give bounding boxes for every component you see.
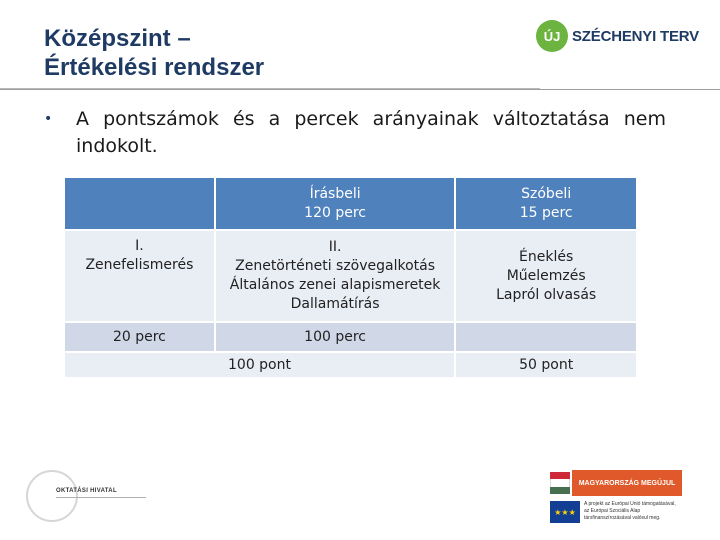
- cell-part-two-time: 100 perc: [215, 322, 456, 352]
- header-empty-cell: [65, 178, 215, 230]
- cell-oral-points: 50 pont: [455, 352, 637, 378]
- eu-funding-notice: [548, 499, 682, 527]
- cell-oral-time: [455, 322, 637, 352]
- oktatasi-hivatal-logo: [26, 470, 126, 526]
- bullet-dot-icon: •: [44, 111, 53, 127]
- table-row: [65, 352, 637, 378]
- logo-text: SZÉCHENYI TERV: [572, 28, 699, 45]
- table-row: [65, 230, 637, 322]
- hungarian-flag-icon: [550, 472, 570, 494]
- cell-part-two: [215, 230, 456, 322]
- badge-label: MAGYARORSZÁG MEGÚJUL: [572, 470, 682, 496]
- cell-part-one: [65, 230, 215, 322]
- bullet-text: A pontszámok és a percek arányainak változtatása nem indokolt.: [76, 108, 666, 157]
- cell-oral-tasks: [455, 230, 637, 322]
- eu-flag-icon: ★★★: [550, 501, 580, 523]
- okt-logo-rule: [56, 497, 146, 498]
- oral-task2: Műelemzés: [506, 267, 586, 284]
- header-divider: [0, 89, 720, 90]
- szechenyi-terv-logo: [536, 20, 699, 56]
- header-szobeli-time: 15 perc: [519, 204, 573, 221]
- slide-title-line1: Középszint –: [44, 25, 191, 52]
- slide-title: [44, 24, 264, 82]
- header-irasbeli-time: 120 perc: [304, 204, 366, 221]
- cell-part-one-time: 20 perc: [65, 322, 215, 352]
- header-irasbeli-label: Írásbeli: [309, 185, 361, 202]
- oral-task3: Lapról olvasás: [496, 286, 597, 303]
- uj-logo-mark: ÚJ: [536, 20, 568, 52]
- part-one-number: I.: [135, 238, 144, 254]
- okt-logo-text: OKTATÁSI HIVATAL: [56, 488, 117, 494]
- header-szobeli: [455, 178, 637, 230]
- part-one-label: Zenefelismerés: [85, 257, 194, 273]
- magyarorszag-megujul-badge: [548, 470, 682, 496]
- slide-title-line2: Értékelési rendszer: [44, 54, 265, 81]
- part-two-item3: Dallamátírás: [290, 296, 380, 312]
- cell-written-points: 100 pont: [65, 352, 455, 378]
- table-header-row: [65, 178, 637, 230]
- header-szobeli-label: Szóbeli: [521, 185, 572, 202]
- evaluation-table: [65, 178, 638, 379]
- part-two-item2: Általános zenei alapismeretek: [229, 277, 441, 293]
- eu-funding-text: A projekt az Európai Unió támogatásával, az Európai Szociális Alap társfinanszírozásával valósul meg.: [584, 501, 676, 521]
- header-irasbeli: [215, 178, 456, 230]
- bullet-point: [46, 106, 666, 160]
- okt-arc-icon: [26, 470, 78, 522]
- part-two-item1: Zenetörténeti szövegalkotás: [235, 258, 436, 274]
- table-row: [65, 322, 637, 352]
- oral-task1: Éneklés: [519, 248, 574, 265]
- part-two-number: II.: [328, 239, 342, 255]
